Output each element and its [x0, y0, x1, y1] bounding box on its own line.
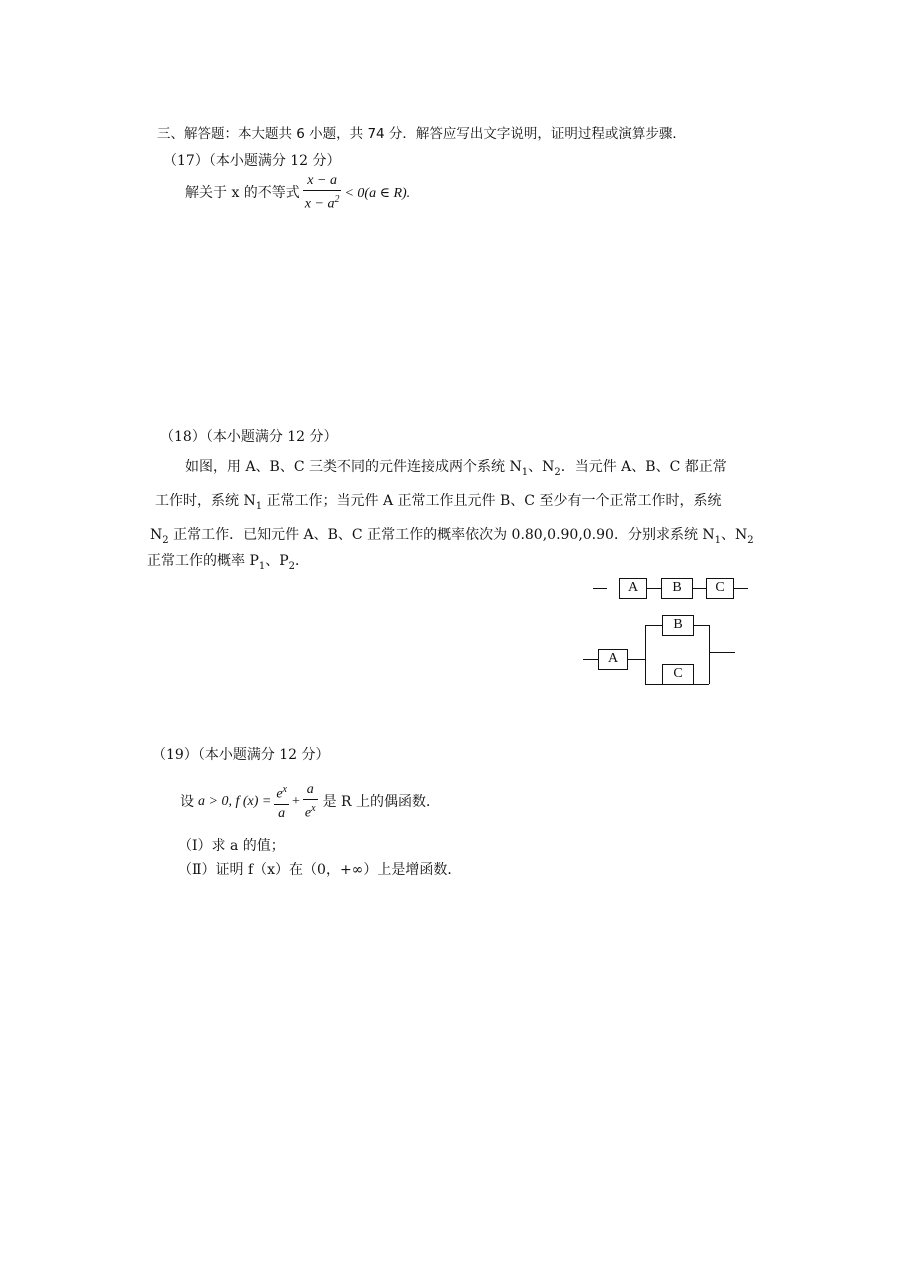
q17-inequality [185, 170, 410, 216]
q18-line-2: 工作时，系统 $N_1$ 正常工作；当元件 A 正常工作且元件 B、C 至少有一个正常工作时，系统 [155, 493, 722, 512]
q19-pre: 设 [180, 794, 194, 810]
q19-condition: a > 0, f (x) = [198, 794, 272, 809]
q17-fraction [303, 172, 342, 214]
n2-box-a: A [598, 649, 628, 670]
q18-line-1: 如图，用 A、B、C 三类不同的元件连接成两个系统 $N_1$、$N_2$．当元件 A、B、C 都正常 [185, 459, 727, 478]
q17-fraction-numerator: x − a [303, 172, 342, 191]
n2-box-c: C [662, 664, 694, 685]
q19-fraction-2-numerator: a [303, 781, 318, 800]
q19-part-2: （Ⅱ）证明 f（x）在（0，+∞）上是增函数． [178, 862, 462, 878]
q18-line-4: 正常工作的概率 $P_1$、$P_2$． [147, 553, 310, 572]
q18-heading: （18）（本小题满分 12 分） [160, 429, 338, 445]
q19-fraction-2-denominator: $e^x$ [304, 803, 316, 821]
q19-plus: + [292, 794, 300, 809]
section-header: 三、解答题：本大题共 6 小题，共 74 分．解答应写出文字说明，证明过程或演算步骤． [157, 126, 686, 142]
q19-heading: （19）（本小题满分 12 分） [152, 747, 330, 763]
q17-prompt: 解关于 x 的不等式 [185, 185, 300, 201]
q17-heading: （17）（本小题满分 12 分） [163, 153, 341, 169]
n1-box-c: C [706, 578, 734, 599]
n1-box-a: A [619, 578, 647, 599]
q19-fraction-2 [303, 781, 318, 823]
q19-statement [180, 778, 440, 826]
n2-box-b: B [662, 615, 694, 636]
q17-fraction-denominator: $x - a^2$ [304, 194, 340, 212]
q19-post: 是 R 上的偶函数． [322, 794, 441, 810]
q19-fraction-1 [274, 781, 289, 823]
q18-line-3: $N_2$ 正常工作．已知元件 A、B、C 正常工作的概率依次为 0.80,0.90,0.90．分别求系统 $N_1$、$N_2$ [150, 527, 754, 546]
n1-box-b: B [661, 578, 693, 599]
q17-tail: < 0(a ∈ R). [344, 185, 411, 201]
q19-part-1: （Ⅰ）求 a 的值； [178, 838, 285, 854]
q19-fraction-1-denominator: a [278, 805, 286, 821]
q19-fraction-1-numerator: $e^x$ [274, 781, 289, 805]
